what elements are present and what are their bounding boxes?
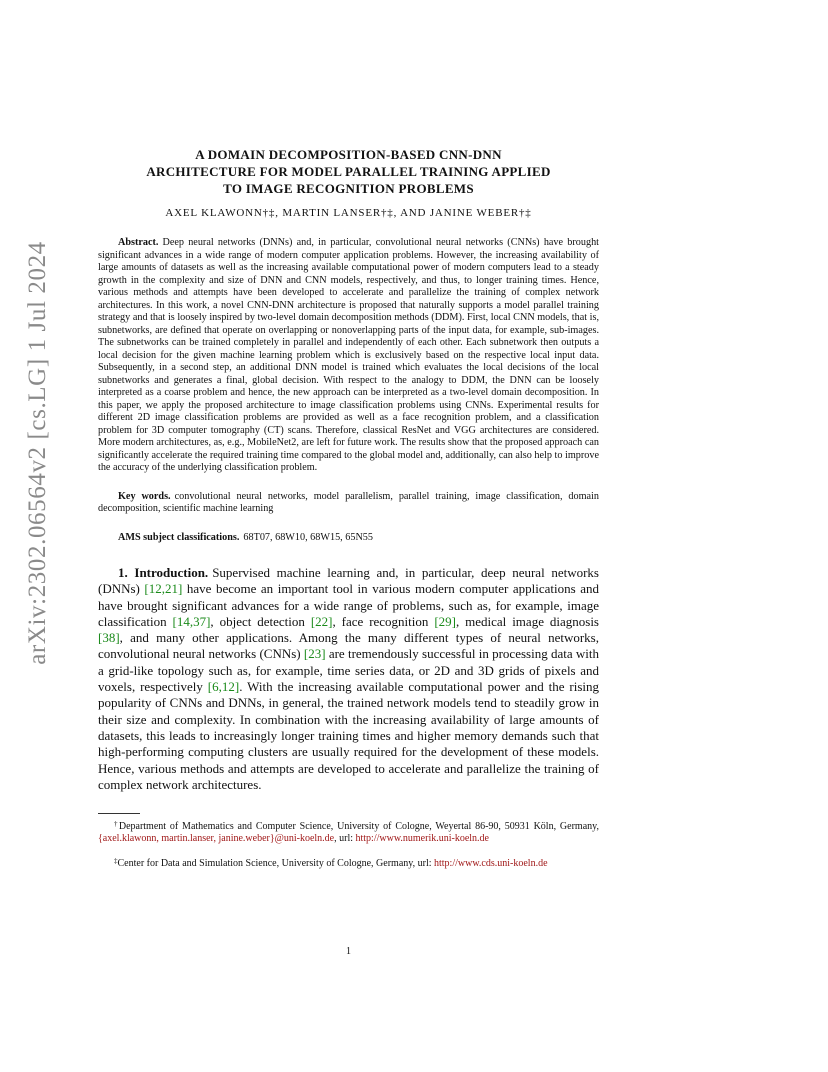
footnote-mark: ‡ — [114, 857, 118, 866]
footnote-divider — [98, 813, 140, 814]
keywords-label: Key words. — [118, 490, 171, 502]
abstract-text: Deep neural networks (DNNs) and, in particular, convolutional neural networks (CNNs) have brought significant advances in a wide range of modern computer application problems. However, the increasing availability of large amounts of datasets as well as the increasing available computational power of modern computers lead to a steady growth in the complexity and size of DNN and CNN models, respectively, and thus, to longer training times. Hence, various methods and attempts have been developed to accelerate and parallelize the training of complex network architectures. In this work, a novel CNN-DNN architecture is proposed that naturally supports a model parallel training strategy and that is loosely inspired by two-level domain decomposition methods (DDM). First, local CNN models, that is, subnetworks, are defined that operate on overlapping or nonoverlapping parts of the input data, for example, sub-images. The subnetworks can be trained completely in parallel and independently of each other. Each subnetwork then outputs a local decision for the given machine learning problem which is exclusively based on the respective local input data. Subsequently, in a second step, an additional DNN model is trained which evaluates the local decisions of the local subnetworks and generates a final, global decision. With respect to the analogy to DDM, the DNN can be loosely interpreted as a coarse problem and hence, the new approach can be interpreted as a two-level domain decomposition. In this paper, we apply the proposed architecture to image classification problems using CNNs. Experimental results for different 2D image classification problems are provided as well as a face recognition problem, and a classification problem for 3D computer tomography (CT) scans. Therefore, classical ResNet and VGG architectures are considered. More modern architectures, as, e.g., MobileNet2, are left for future work. The results show that the proposed approach can significantly accelerate the required training time compared to the global model and, additionally, can also help to improve the accuracy of the underlying classification problem. — [98, 237, 599, 473]
intro-text: , medical image diagnosis — [455, 613, 599, 629]
url-link[interactable]: http://www.cds.uni-koeln.de — [434, 858, 548, 870]
title-line: A DOMAIN DECOMPOSITION-BASED CNN-DNN — [195, 147, 502, 162]
footnote-affiliation-2 — [98, 855, 599, 870]
keywords-text: convolutional neural networks, model parallelism, parallel training, image classification, domain decomposition, scientific machine learning — [98, 490, 599, 514]
title-line: TO IMAGE RECOGNITION PROBLEMS — [223, 181, 474, 196]
introduction-section — [98, 565, 599, 793]
intro-text: . With the increasing available computational power and the rising popularity of CNNs and DNNs, in general, the trained network models tend to steadily grow in their size and complexity. In combination with the increasing availability of large amounts of datasets, this leads to increasingly longer training times and higher memory demands such that high-performing computing clusters are usually required for the development of these models. Hence, various methods and attempts are developed to accelerate and parallelize the training of complex network architectures. — [98, 679, 600, 792]
footnote-text: , url: — [334, 833, 356, 845]
abstract-label: Abstract. — [118, 237, 159, 248]
authors: AXEL KLAWONN†‡, MARTIN LANSER†‡, AND JANINE WEBER†‡ — [165, 207, 532, 219]
intro-text: , object detection — [210, 613, 311, 629]
page-number: 1 — [346, 946, 351, 957]
citation-link[interactable]: [23] — [303, 646, 326, 662]
abstract — [98, 237, 599, 475]
arxiv-identifier — [18, 175, 58, 730]
url-link[interactable]: http://www.numerik.uni-koeln.de — [355, 833, 489, 845]
intro-text: have become an important tool in various modern computer applications and have brought significant advances for a wide range of problems, such as, for example, image classification — [98, 581, 599, 629]
paper-title — [98, 146, 599, 197]
section-heading: 1. Introduction. — [118, 565, 209, 580]
intro-text: are tremendously successful in processing data with a grid-like topology such as, for example, time series data, or 2D and 3D grids of pixels and voxels, respectively — [98, 646, 599, 695]
citation-link[interactable]: [12,21] — [144, 581, 183, 597]
email-link[interactable]: {axel.klawonn, martin.lanser, janine.weber}@uni-koeln.de — [98, 833, 335, 845]
intro-text: , and many other applications. Among the many different types of neural networks, convolutional neural networks (CNNs) — [98, 630, 599, 662]
footnote-mark: † — [114, 820, 119, 829]
ams-text: 68T07, 68W10, 68W15, 65N55 — [243, 531, 373, 543]
intro-text: Supervised machine learning and, in particular, deep neural networks (DNNs) — [98, 565, 599, 597]
paper-page — [98, 146, 600, 957]
arxiv-id-text: arXiv:2302.06564v2 [cs.LG] 1 Jul 2024 — [24, 240, 52, 665]
citation-link[interactable]: [22] — [310, 613, 333, 629]
citation-link[interactable]: [38] — [98, 630, 120, 646]
footnote-text: Center for Data and Simulation Science, University of Cologne, Germany, url: — [117, 858, 434, 870]
citation-link[interactable]: [14,37] — [172, 613, 211, 629]
footnote-text: Department of Mathematics and Computer Science, University of Cologne, Weyertal 86-90, 50931 Köln, Germany, — [118, 821, 599, 833]
citation-link[interactable]: [29] — [434, 613, 456, 629]
title-line: ARCHITECTURE FOR MODEL PARALLEL TRAINING APPLIED — [146, 164, 551, 179]
footnote-affiliation-1 — [98, 818, 599, 845]
intro-text: , face recognition — [332, 613, 435, 629]
citation-link[interactable]: [6,12] — [207, 679, 240, 695]
ams-classifications — [98, 532, 599, 545]
keywords — [98, 491, 599, 516]
ams-label: AMS subject classifications. — [118, 531, 240, 543]
